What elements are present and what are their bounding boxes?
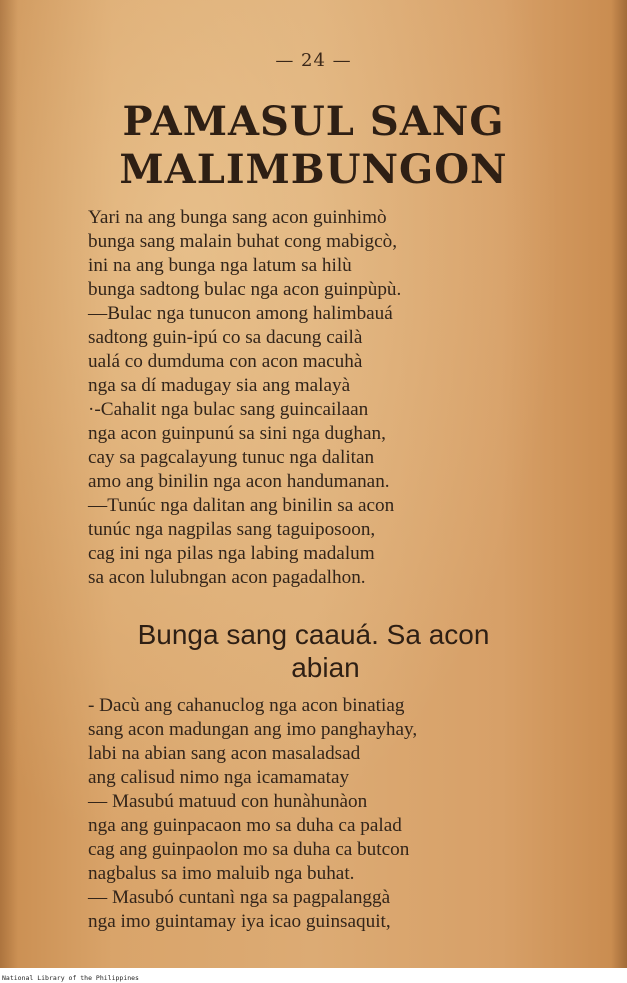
poem-line: bunga sadtong bulac nga acon guinpùpù. [88, 279, 402, 300]
poem-line: bunga sang malain buhat cong mabigcò, [88, 231, 398, 252]
poem-line: sadtong guin-ipú co sa dacung cailà [88, 327, 363, 348]
poem-line: — Masubó cuntanì nga sa pagpalanggà [88, 887, 391, 908]
poem-line: — Masubú matuud con hunàhunàon [88, 791, 368, 812]
poem-line: labi na abian sang acon masaladsad [88, 743, 361, 764]
poem-section-2 [88, 694, 608, 934]
poem-line: nga imo guintamay iya icao guinsaquit, [88, 911, 391, 932]
poem-line: cag ini nga pilas nga labing madalum [88, 543, 375, 564]
poem-line: sang acon madungan ang imo panghayhay, [88, 719, 418, 740]
poem-line: ang calisud nimo nga icamamatay [88, 767, 350, 788]
poem-line: tunúc nga nagpilas sang taguiposoon, [88, 519, 376, 540]
poem-line: nga acon guinpunú sa sini nga dughan, [88, 423, 386, 444]
poem-line: cag ang guinpaolon mo sa duha ca butcon [88, 839, 410, 860]
poem-line: Yari na ang bunga sang acon guinhimò [88, 207, 387, 228]
section-heading-line-1: Bunga sang caauá. Sa acon [137, 619, 490, 650]
poem-line: nagbalus sa imo maluib nga buhat. [88, 863, 355, 884]
page-number: — 24 — [275, 50, 352, 71]
poem-line: amo ang binilin nga acon handumanan. [88, 471, 390, 492]
library-credit: National Library of the Philippines [2, 974, 139, 982]
poem-line: nga sa dí madugay sia ang malayà [88, 375, 351, 396]
poem-section-1 [88, 206, 608, 590]
poem-line: —Tunúc nga dalitan ang binilin sa acon [88, 495, 395, 516]
poem-line: ualá co dumduma con acon macuhà [88, 351, 363, 372]
poem-line: - Dacù ang cahanuclog nga acon binatiag [88, 695, 405, 716]
poem-line: ·-Cahalit nga bulac sang guincailaan [88, 399, 369, 420]
poem-line: cay sa pagcalayung tunuc nga dalitan [88, 447, 375, 468]
poem-line: —Bulac nga tunucon among halimbauá [88, 303, 393, 324]
poem-line: ini na ang bunga nga latum sa hilù [88, 255, 352, 276]
title-line-2: MALIMBUNGON [119, 146, 508, 193]
section-heading-line-2: abian [291, 652, 360, 683]
title-line-1: PAMASUL SANG [122, 98, 505, 145]
poem-line: sa acon lulubngan acon pagadalhon. [88, 567, 366, 588]
poem-line: nga ang guinpacaon mo sa duha ca palad [88, 815, 402, 836]
